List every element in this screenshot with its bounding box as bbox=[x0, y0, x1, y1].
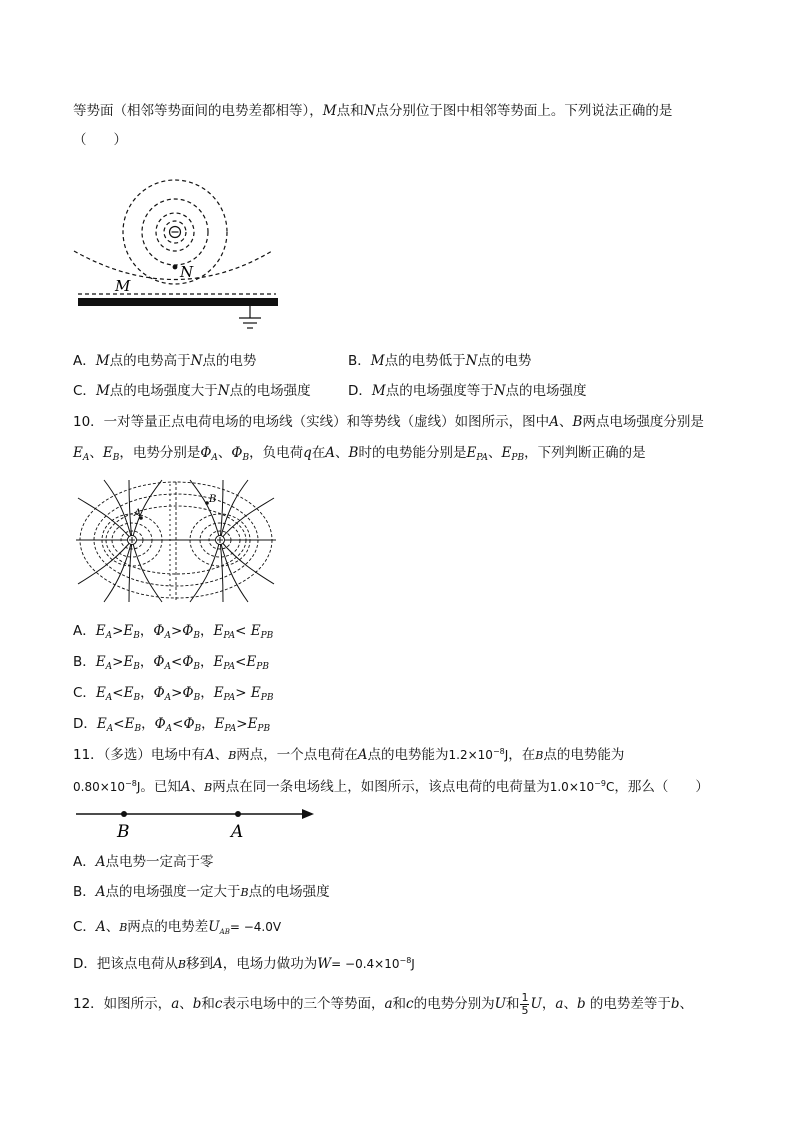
q10-option-D: D．$E_A<E_B$，$\Phi_A<\Phi_B$，$E_{PA}>E_{PB}$ bbox=[73, 716, 271, 734]
q11-stem-line2: $0.80\times 10^{-8}J$。已知A、B两点在同一条电场线上，如图所示，该点电荷的电荷量为$1.0\times 10^{-9}C$，那么（ ） bbox=[73, 779, 709, 795]
q11-option-C: C．A、B两点的电势差$U_{AB}= -4.0V$ bbox=[73, 919, 282, 936]
fig-label-M: M bbox=[115, 277, 131, 295]
q9-option-B: B．M点的电势低于N点的电势 bbox=[348, 353, 532, 369]
q11-option-A: A．A点电势一定高于零 bbox=[73, 854, 214, 870]
q10-option-C: C．$E_A<E_B$，$\Phi_A>\Phi_B$，$E_{PA}> E_{PB}$ bbox=[73, 685, 274, 703]
q11-field-line-figure bbox=[74, 804, 318, 844]
point-N-dot bbox=[173, 265, 178, 270]
q9-text: 点和 bbox=[336, 103, 364, 119]
q10-option-A: A．$E_A>E_B$，$\Phi_A>\Phi_B$，$E_{PA}< E_{PB}$ bbox=[73, 623, 274, 641]
q12-stem-line: 12．如图所示，a、b和c表示电场中的三个等势面，a和c的电势分别为U和 $\frac{1}{5}$ U，a、b 的电势差等于b、 bbox=[73, 990, 694, 1017]
fig-label-A: A bbox=[231, 822, 244, 842]
q9-text: 等势面（相邻等势面间的电势差都相等）， bbox=[73, 103, 323, 119]
q10-option-B: B．$E_A>E_B$，$\Phi_A<\Phi_B$，$E_{PA}<E_{PB}$ bbox=[73, 654, 269, 672]
q11-stem-line1: 11．（多选）电场中有A、B两点，一个点电荷在A点的电势能为$1.2\times 10^{-8}J$，在B点的电势能为 bbox=[73, 747, 625, 763]
q9-option-A: A．M点的电势高于N点的电势 bbox=[73, 353, 257, 369]
q9-option-D: D．M点的电场强度等于N点的电场强度 bbox=[348, 383, 587, 399]
fig-label-N: N bbox=[180, 263, 194, 281]
q9-option-C: C．M点的电场强度大于N点的电场强度 bbox=[73, 383, 311, 399]
var-N: N bbox=[363, 103, 376, 119]
fig-label-A: A bbox=[134, 508, 142, 519]
q10-stem-line2: $E_A$、$E_B$，电势分别是$\Phi_A$、$\Phi_B$，负电荷q在A、B时的电势能分别是$E_{PA}$、$E_{PB}$，下列判断正确的是 bbox=[73, 445, 646, 463]
fig-label-B: B bbox=[117, 822, 130, 842]
q9-text: 点分别位于图中相邻等势面上。下列说法正确的是 bbox=[375, 103, 673, 119]
q10-stem-line1: 10．一对等量正点电荷电场的电场线（实线）和等势线（虚线）如图所示，图中A、B两点电场强度分别是 bbox=[73, 414, 704, 430]
q10-field-lines-figure bbox=[74, 478, 278, 606]
equipotential-curve bbox=[74, 251, 272, 280]
point-B-dot bbox=[121, 811, 127, 817]
q9-equipotential-figure bbox=[72, 158, 282, 330]
q11-option-D: D．把该点电荷从B移到A，电场力做功为$W= -0.4\times 10^{-8}J$ bbox=[73, 956, 415, 972]
q9-answer-blank: （ ） bbox=[73, 132, 127, 148]
q9-stem-line bbox=[73, 102, 672, 120]
metal-plate bbox=[78, 298, 278, 306]
q11-option-B: B．A点的电场强度一定大于B点的电场强度 bbox=[73, 884, 330, 900]
point-A-dot bbox=[235, 811, 241, 817]
arrow-right-icon bbox=[302, 809, 314, 819]
fraction-one-fifth: $\frac{1}{5}$ bbox=[521, 990, 529, 1017]
var-M: M bbox=[322, 103, 337, 119]
fig-label-B: B bbox=[209, 494, 217, 505]
